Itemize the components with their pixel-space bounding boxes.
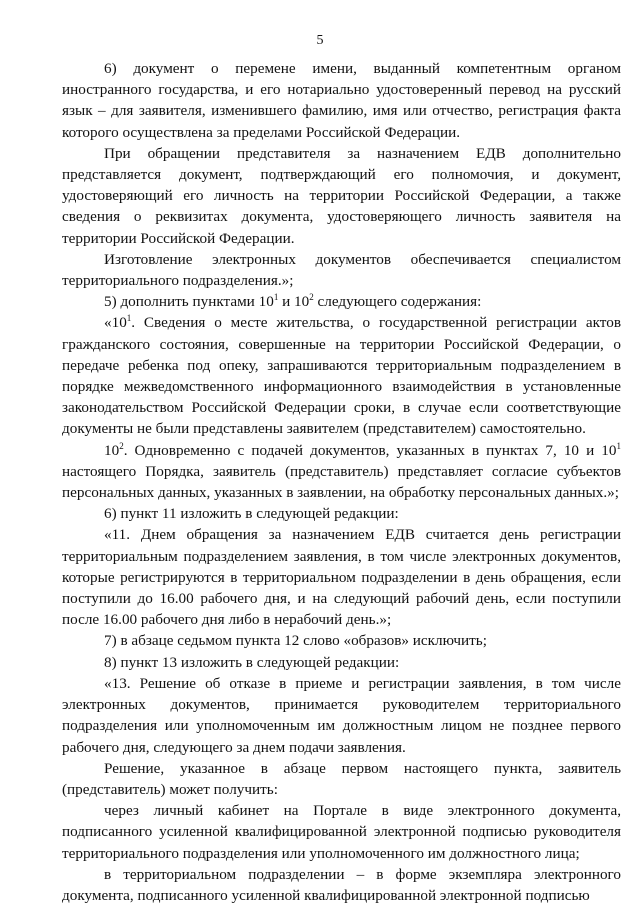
text-fragment: настоящего Порядка, заявитель (представитель) представляет согласие субъектов персональных данных, указанных в заявлении, на обработку персональных данных.»; (62, 462, 621, 502)
text-fragment: . Одновременно с подачей документов, указанных в пунктах 7, 10 и 10 (123, 441, 617, 459)
paragraph-office-option: в территориальном подразделении – в форме экземпляра электронного документа, подписанного усиленной квалифицированной электронной подписью (62, 865, 621, 904)
text-fragment: 5) дополнить пунктами 10 (104, 293, 274, 311)
text-fragment: и 10 (278, 293, 310, 311)
superscript: 2 (119, 440, 124, 451)
paragraph-clause-13: «13. Решение об отказе в приеме и регистрации заявления, в том числе электронных документов, принимается руководителем территориального подразделения или уполномоченным им должностным лицом не позднее первого рабочего дня, следующего за днем подачи заявления. (62, 674, 621, 756)
paragraph-item-7: 7) в абзаце седьмом пункта 12 слово «образов» исключить; (104, 632, 487, 650)
text-fragment: 10 (104, 441, 120, 459)
document-body (62, 58, 621, 906)
paragraph-representative: При обращении представителя за назначением ЕДВ дополнительно представляется документ, подтверждающий его полномочия, и документ, удостоверяющий его личность на территории Российской Федерации, а также сведения о реквизитах документа, удостоверяющего личность заявителя на территории Российской Федерации. (62, 144, 621, 247)
superscript: 1 (126, 313, 132, 324)
superscript: 2 (309, 292, 314, 303)
text-fragment: . Сведения о месте жительства, о государственной регистрации актов гражданского состояния, совершенные на территории Российской Федерации, о передаче ребенка под опеку, запрашиваются территориальным подразделением в порядке межведомственного информационного взаимодействия в установленные законодательством Российской Федерации сроки, в случае если соответствующие документы не были представлены заявителем (представителем) самостоятельно. (62, 314, 621, 438)
superscript: 1 (616, 440, 621, 451)
paragraph-clause-10-2 (62, 440, 621, 504)
text-fragment: «10 (104, 314, 127, 332)
paragraph-clause-11: «11. Днем обращения за назначением ЕДВ считается день регистрации территориальным подразделением заявления, в том числе электронных документов, которые регистрируются в территориальном подразделении в день обращения, если поступили до 16.00 рабочего дня, и на следующий рабочий день, если поступили после 16.00 рабочего дня либо в нерабочий день.»; (62, 526, 621, 629)
paragraph-item-8: 8) пункт 13 изложить в следующей редакции: (104, 653, 400, 671)
paragraph-item-6: 6) пункт 11 изложить в следующей редакции: (104, 505, 399, 523)
paragraph-decision: Решение, указанное в абзаце первом настоящего пункта, заявитель (представитель) может получить: (62, 759, 621, 798)
superscript: 1 (273, 292, 279, 303)
paragraph-item-5 (62, 291, 621, 312)
text-fragment: следующего содержания: (313, 293, 482, 311)
paragraph-electronic-docs: Изготовление электронных документов обеспечивается специалистом территориального подразделения.»; (62, 250, 621, 290)
page-number: 5 (316, 33, 324, 48)
paragraph-clause-10-1 (62, 312, 621, 439)
paragraph-portal-option: через личный кабинет на Портале в виде электронного документа, подписанного усиленной квалифицированной электронной подписью руководителя территориального подразделения или уполномоченного им должностного лица; (62, 802, 621, 862)
paragraph-document-name-change: 6) документ о перемене имени, выданный компетентным органом иностранного государства, и его нотариально удостоверенный перевод на русский язык – для заявителя, изменившего фамилию, имя или отчество, регистрация факта которого осуществлена за пределами Российской Федерации. (62, 60, 621, 141)
